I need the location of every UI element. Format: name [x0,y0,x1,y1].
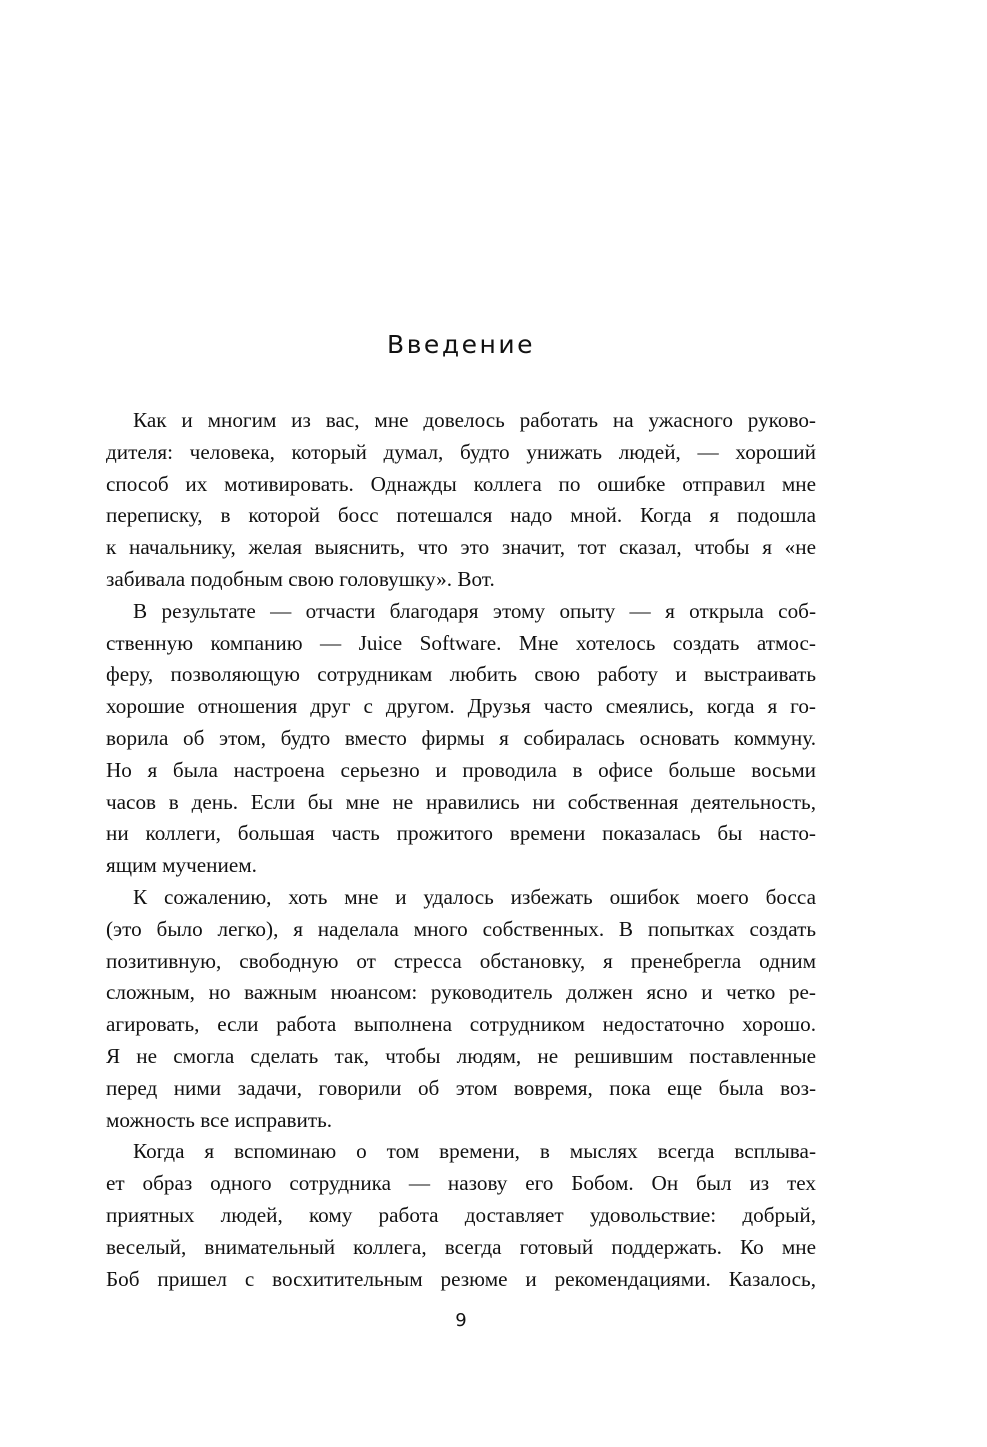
text-line: В результате — отчасти благодаря этому опыту — я открыла соб- [133,598,816,623]
text-line: ворила об этом, будто вместо фирмы я собиралась основать коммуну. [106,725,816,750]
text-line: ни коллеги, большая часть прожитого времени показалась бы насто- [106,821,816,846]
text-line: перед ними задачи, говорили об этом вовремя, пока еще была воз- [106,1075,816,1100]
text-line: феру, позволяющую сотрудникам любить свою работу и выстраивать [106,662,816,687]
text-line: к начальнику, желая выяснить, что это значит, тот сказал, чтобы я «не [106,535,816,560]
text-line: Боб пришел с восхитительным резюме и рекомендациями. Казалось, [106,1266,816,1291]
text-line: Я не смогла сделать так, чтобы людям, не решившим поставленные [106,1043,816,1068]
body-text [106,405,816,1295]
text-line: можность все исправить. [106,1107,333,1132]
text-line: (это было легко), я наделала много собственных. В попытках создать [106,916,816,941]
text-line: Но я была настроена серьезно и проводила в офисе больше восьми [106,757,816,782]
text-line: К сожалению, хоть мне и удалось избежать ошибок моего босса [133,884,816,909]
text-line: переписку, в которой босс потешался надо мной. Когда я подошла [106,503,816,528]
text-line: хорошие отношения друг с другом. Друзья часто смеялись, когда я го- [106,694,816,719]
text-line: ет образ одного сотрудника — назову его Бобом. Он был из тех [106,1171,816,1196]
paragraph [106,405,816,596]
text-line: Когда я вспоминаю о том времени, в мыслях всегда всплыва- [133,1139,816,1164]
paragraph [106,1136,816,1295]
text-line: веселый, внимательный коллега, всегда готовый поддержать. Ко мне [106,1234,816,1259]
paragraph [106,596,816,882]
text-line: забивала подобным свою головушку». Вот. [106,566,495,591]
paragraph [106,882,816,1136]
page-number: 9 [455,1310,467,1331]
text-line: часов в день. Если бы мне не нравились ни собственная деятельность, [106,789,816,814]
text-line: дителя: человека, который думал, будто унижать людей, — хороший [106,439,816,464]
text-line: агировать, если работа выполнена сотрудником недостаточно хорошо. [106,1012,816,1037]
text-line: позитивную, свободную от стресса обстановку, я пренебрегла одним [106,948,816,973]
text-line: приятных людей, кому работа доставляет удовольствие: добрый, [106,1202,816,1227]
text-line: Как и многим из вас, мне довелось работать на ужасного руково- [133,408,816,432]
chapter-title: Введение [387,330,535,359]
text-line: ящим мучением. [106,853,257,878]
text-line: способ их мотивировать. Однажды коллега по ошибке отправил мне [106,471,816,496]
text-line: ственную компанию — Juice Software. Мне хотелось создать атмос- [106,630,816,655]
text-line: сложным, но важным нюансом: руководитель должен ясно и четко ре- [106,980,816,1005]
